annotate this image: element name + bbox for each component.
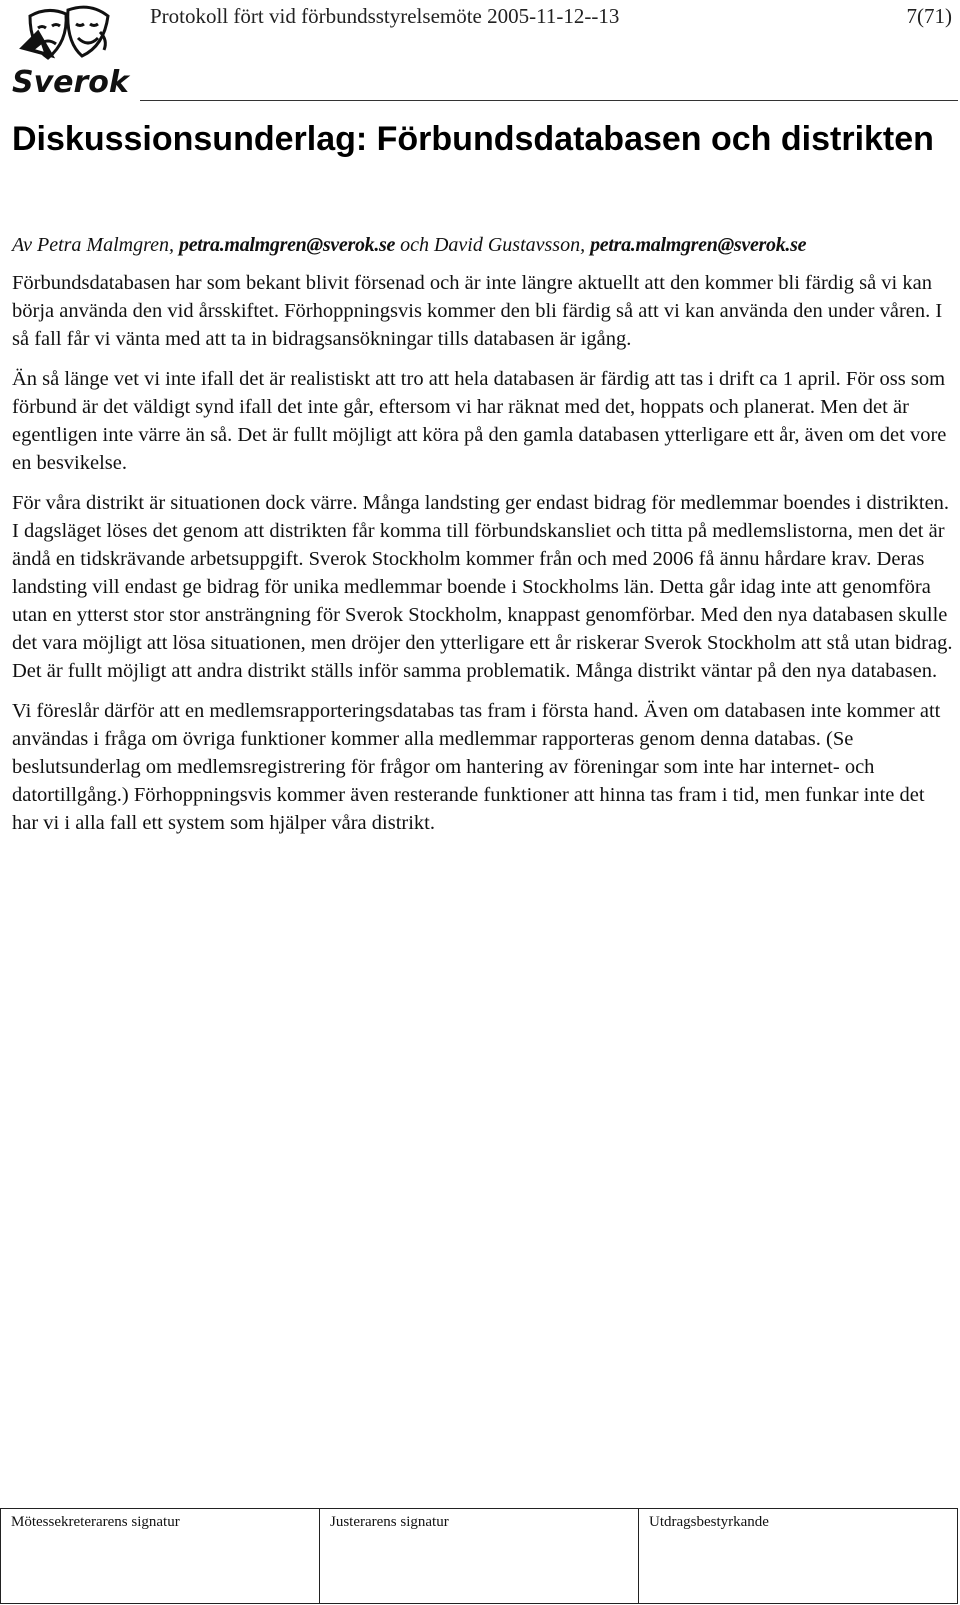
paragraph: Än så länge vet vi inte ifall det är realistiskt att tro att hela databasen är färdig att tas i drift ca 1 april. För oss som förbund är det väldigt synd ifall det inte går, eftersom vi har räknat med det, hoppats och planerat. Men det är egentligen inte värre än så. Det är fullt möjligt att köra på den gamla databasen ytterligare ett år, även om det vore en besvikelse. <box>12 368 947 474</box>
paragraph: För våra distrikt är situationen dock värre. Många landsting ger endast bidrag för medlemmar boendes i distrikten. I dagsläget löses det genom att distrikten får komma till förbundskansliet och titta på medlemslistorna, men det är ändå en tidskrävande arbetsuppgift. Sverok Stockholm kommer från och med 2006 få ännu hårdare krav. Deras landsting vill endast ge bidrag för unika medlemmar boende i Stockholms län. Detta går idag inte att genomföra utan en ytterst stor stor ansträngning för Sverok Stockholm, knappast genomförbar. Med den nya databasen skulle det vara möjligt att lösa situationen, men dröjer den ytterligare ett år riskerar Sverok Stockholm att stå utan bidrag. Det är fullt möjligt att andra distrikt ställs inför samma problematik. Många distrikt väntar på den nya databasen. <box>12 492 953 682</box>
document-body <box>12 269 954 849</box>
signature-cell-certification: Utdragsbestyrkande <box>639 1509 958 1604</box>
author-email-link[interactable]: petra.malmgren@sverok.se <box>179 234 396 256</box>
byline-prefix: Av Petra Malmgren, <box>12 234 180 256</box>
document-heading: Diskussionsunderlag: Förbundsdatabasen och distrikten <box>12 120 934 158</box>
sverok-logo <box>8 2 140 98</box>
header-title: Protokoll fört vid förbundsstyrelsemöte 2005-11-12--13 <box>150 4 620 28</box>
signature-cell-adjuster: Justerarens signatur <box>320 1509 639 1604</box>
signature-cell-secretary: Mötessekreterarens signatur <box>1 1509 320 1604</box>
theater-masks-icon <box>22 7 108 58</box>
header-divider <box>140 100 958 101</box>
logo-wordmark: Sverok <box>12 65 129 98</box>
byline <box>12 231 942 259</box>
paragraph: Vi föreslår därför att en medlemsrapporteringsdatabas tas fram i första hand. Även om databasen inte kommer att användas i fråga om övriga funktioner kommer alla medlemmar rapporteras genom denna databas. (Se beslutsunderlag om medlemsregistrering för frågor om hantering av föreningar som inte har internet- och datortillgång.) Förhoppningsvis kommer även resterande funktioner att hinna tas fram i tid, men funkar inte det har vi i alla fall ett system som hjälper våra distrikt. <box>12 700 941 834</box>
page-number: 7(71) <box>906 4 952 28</box>
signature-table <box>0 1508 958 1604</box>
paragraph: Förbundsdatabasen har som bekant blivit försenad och är inte längre aktuellt att den kommer bli färdig så vi kan börja använda den vid årsskiftet. Förhoppningsvis kommer den bli färdig så att vi kan använda den under våren. I så fall får vi vänta med att ta in bidragsansökningar tills databasen är igång. <box>12 272 943 350</box>
byline-middle: och David Gustavsson, <box>395 234 591 256</box>
coauthor-email-link[interactable]: petra.malmgren@sverok.se <box>590 234 807 256</box>
